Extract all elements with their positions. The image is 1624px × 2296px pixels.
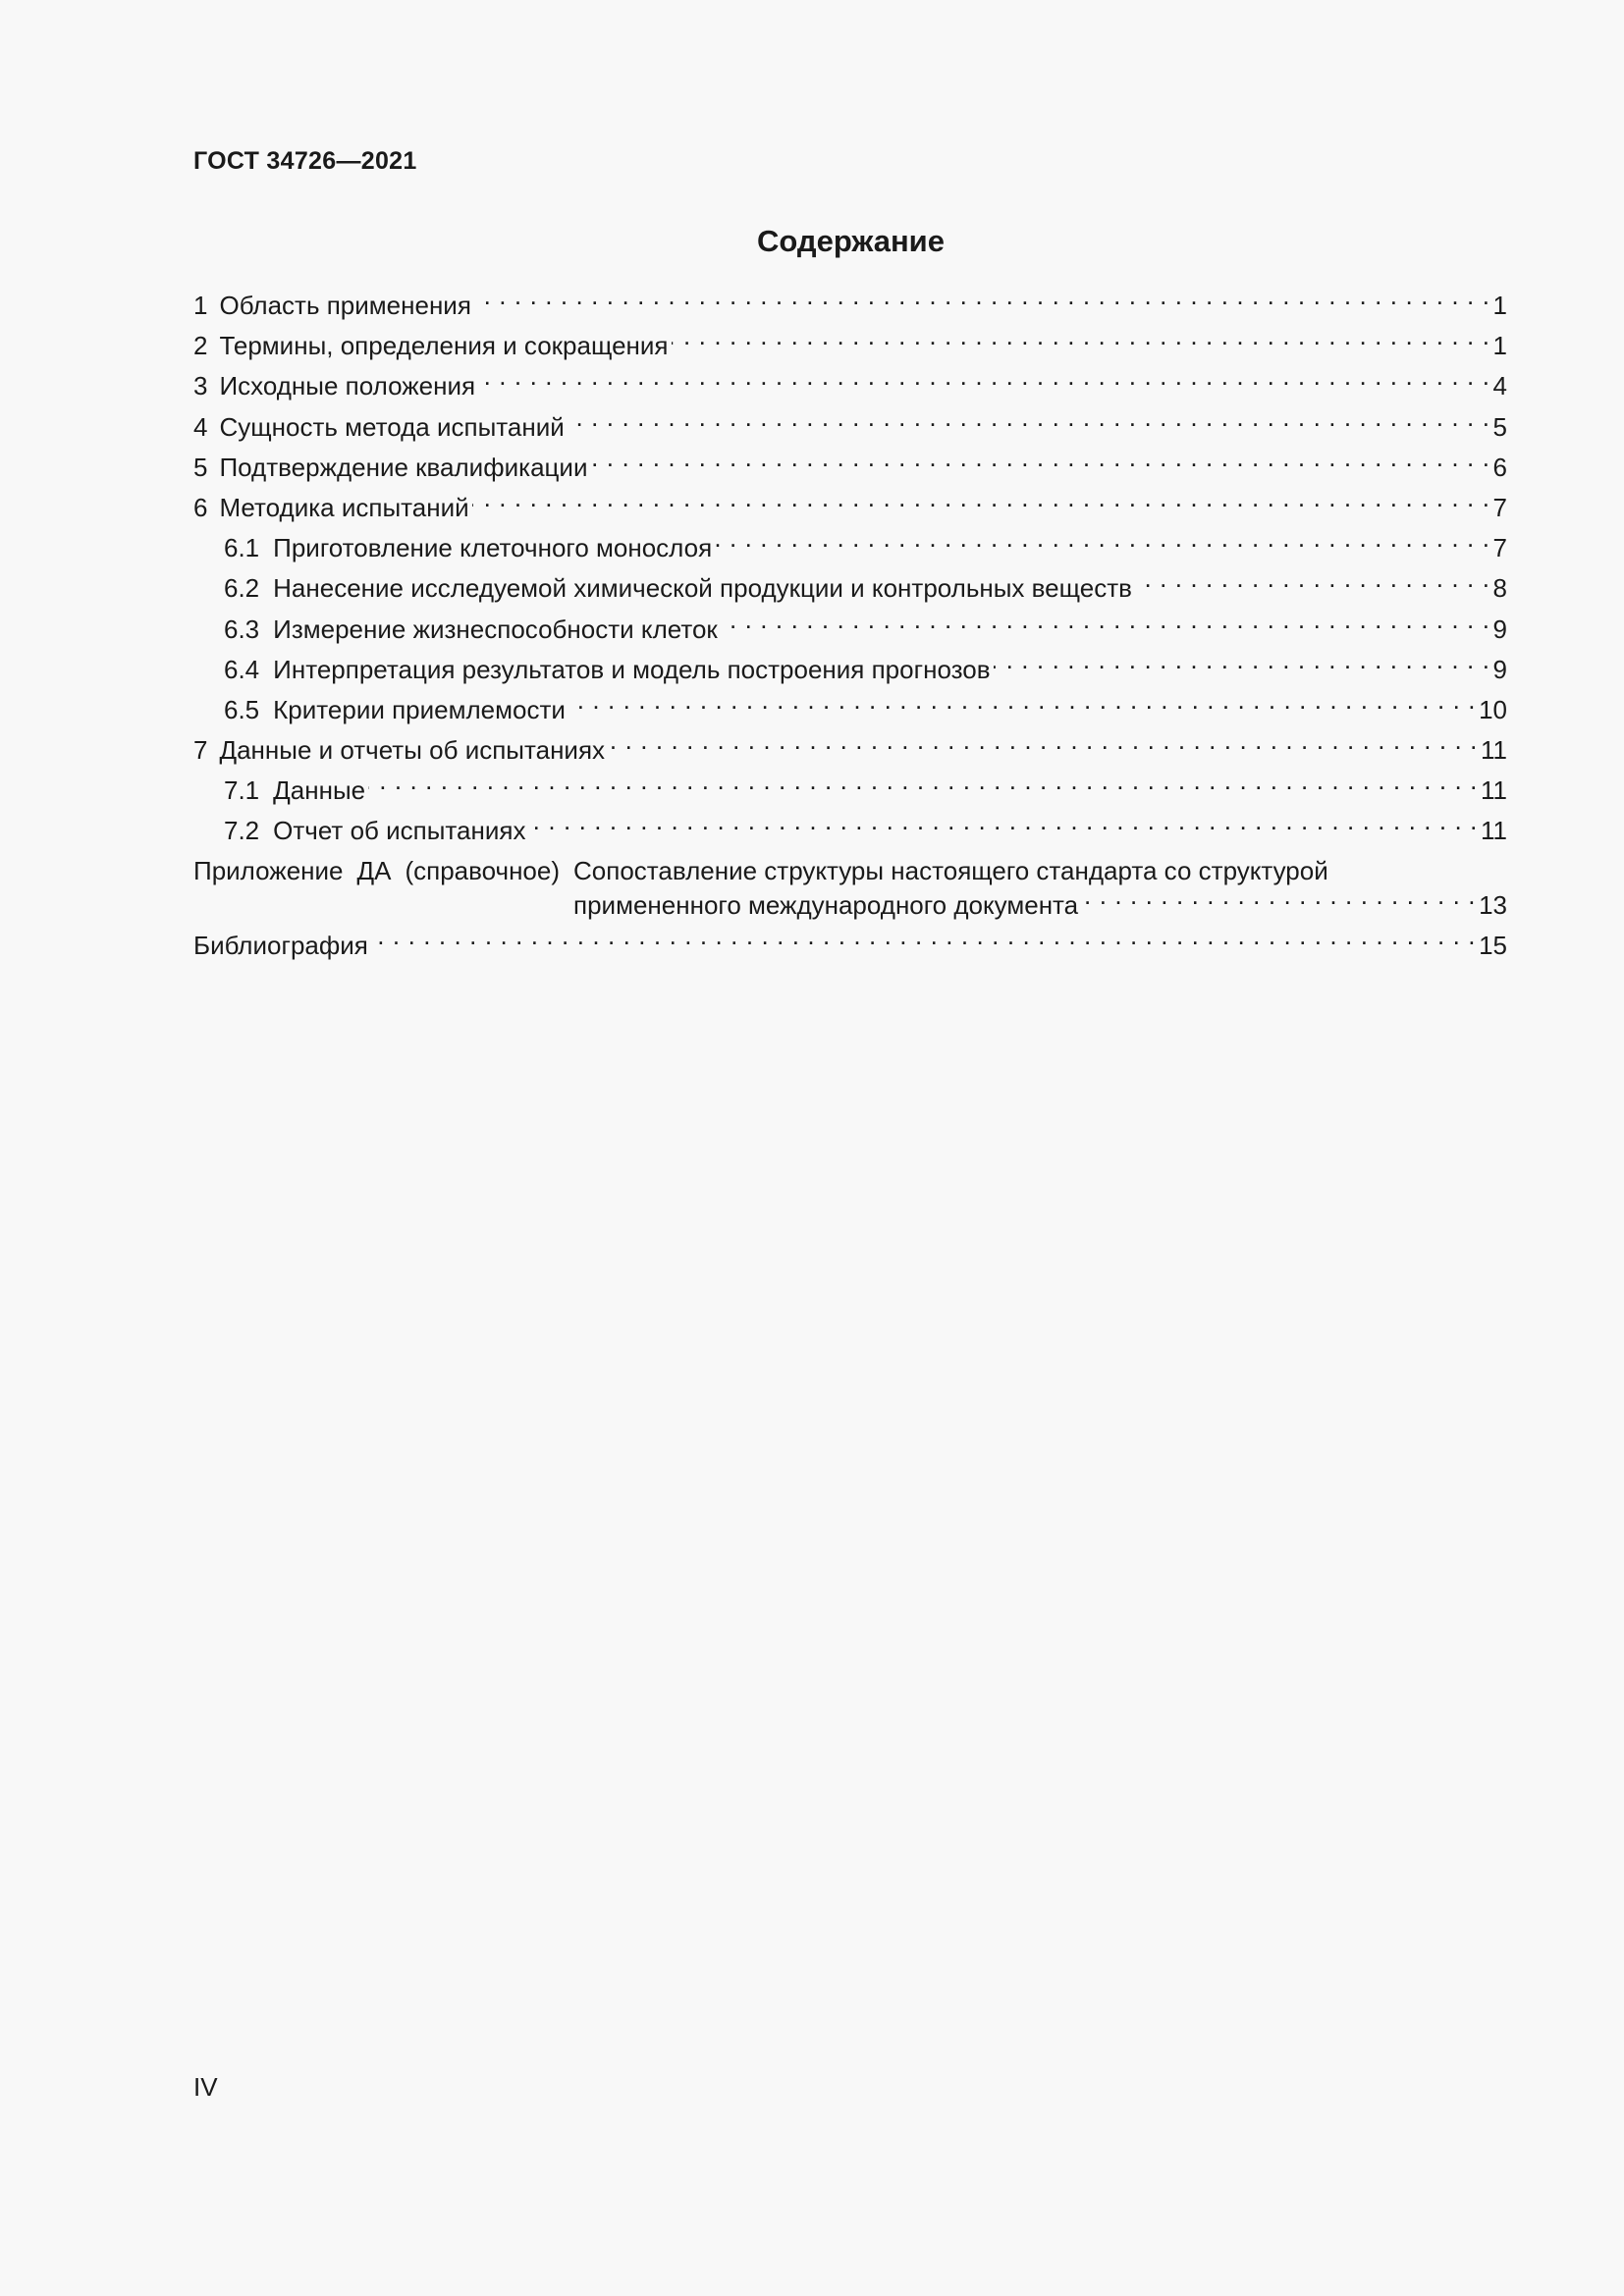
toc-entry-number: 7.2 [224, 816, 260, 846]
toc-entry-6-2[interactable] [193, 567, 1507, 608]
toc-entry-page: 10 [1479, 694, 1507, 724]
toc-entry-7-1[interactable] [193, 770, 1507, 810]
toc-entry-label: Отчет об испытаниях [273, 816, 526, 846]
document-code: ГОСТ 34726—2021 [193, 147, 417, 175]
toc-entry-page: 4 [1492, 371, 1507, 401]
table-of-contents [193, 285, 1507, 965]
toc-entry-4[interactable] [193, 406, 1507, 447]
dot-leader [721, 609, 1490, 638]
appendix-title-line-2-row [573, 884, 1507, 925]
toc-entry-label: Критерии приемлемости [273, 694, 566, 724]
toc-entry-7-2[interactable] [193, 810, 1507, 850]
dot-leader [715, 527, 1489, 557]
toc-entry-label: Приготовление клеточного монослоя [273, 533, 713, 563]
toc-entry-number: 3 [193, 371, 208, 401]
dot-leader [528, 810, 1478, 839]
toc-entry-number: 7.1 [224, 775, 260, 806]
toc-entry-2[interactable] [193, 325, 1507, 365]
toc-entry-label: Данные [273, 775, 366, 806]
toc-entry-page: 11 [1481, 816, 1507, 846]
toc-entry-page: 5 [1492, 411, 1507, 442]
toc-entry-number: 5 [193, 452, 208, 482]
toc-entry-label: Область применения [219, 291, 471, 320]
toc-entry-page: 7 [1492, 533, 1507, 563]
toc-entry-6-1[interactable] [193, 527, 1507, 567]
toc-entry-number: 6.1 [224, 533, 260, 563]
toc-entry-page: 11 [1481, 735, 1507, 766]
dot-leader [608, 729, 1478, 759]
dot-leader [368, 770, 1478, 799]
appendix-code: ДА [356, 855, 392, 885]
appendix-heading [193, 852, 573, 889]
toc-entry-number: 7 [193, 735, 208, 766]
toc-entry-number: 6.5 [224, 694, 260, 724]
appendix-title-line-1: Сопоставление структуры настоящего стандарта со структурой [573, 855, 1328, 885]
appendix-kind: (справочное) [405, 855, 561, 885]
toc-entry-page: 7 [1492, 492, 1507, 522]
toc-entry-label: Данные и отчеты об испытаниях [219, 735, 606, 766]
toc-entry-number: 6.2 [224, 573, 260, 604]
toc-entry-6-4[interactable] [193, 649, 1507, 689]
toc-entry-1[interactable] [193, 285, 1507, 325]
toc-entry-bibliography[interactable] [193, 925, 1507, 965]
toc-entry-page: 15 [1479, 930, 1507, 960]
toc-entry-label: Термины, определения и сокращения [219, 331, 669, 361]
toc-entry-number: 6 [193, 492, 208, 522]
toc-entry-page: 13 [1479, 889, 1507, 920]
page-number: IV [193, 2072, 218, 2102]
toc-entry-label: Интерпретация результатов и модель построения прогнозов [273, 654, 991, 684]
dot-leader [994, 649, 1490, 678]
toc-entry-label: Сущность метода испытаний [219, 411, 565, 442]
dot-leader [672, 325, 1490, 354]
toc-entry-number: 4 [193, 411, 208, 442]
toc-entry-label: Библиография [193, 930, 368, 960]
appendix-title [573, 852, 1507, 925]
toc-entry-label: Нанесение исследуемой химической продукции и контрольных веществ [273, 573, 1132, 604]
dot-leader [568, 406, 1490, 436]
dot-leader [568, 689, 1476, 719]
toc-entry-number: 2 [193, 331, 208, 361]
toc-entry-3[interactable] [193, 365, 1507, 405]
toc-entry-page: 8 [1492, 573, 1507, 604]
toc-entry-page: 1 [1492, 291, 1507, 320]
toc-entry-label: Измерение жизнеспособности клеток [273, 614, 718, 644]
toc-entry-page: 9 [1492, 614, 1507, 644]
toc-title: Содержание [757, 224, 945, 258]
toc-entry-6-5[interactable] [193, 689, 1507, 729]
appendix-prefix: Приложение [193, 855, 344, 885]
toc-entry-number: 1 [193, 291, 208, 320]
dot-leader [474, 285, 1490, 314]
dot-leader [371, 925, 1476, 954]
toc-entry-page: 6 [1492, 452, 1507, 482]
dot-leader [1135, 567, 1490, 597]
toc-entry-appendix-da[interactable] [193, 852, 1507, 925]
dot-leader [590, 447, 1489, 476]
toc-entry-5[interactable] [193, 447, 1507, 487]
dot-leader [1081, 884, 1476, 914]
dot-leader [478, 365, 1489, 395]
toc-entry-page: 11 [1481, 775, 1507, 806]
appendix-title-line-2: примененного международного документа [573, 889, 1079, 920]
toc-entry-label: Подтверждение квалификации [219, 452, 588, 482]
dot-leader [472, 487, 1490, 516]
toc-entry-number: 6.3 [224, 614, 260, 644]
toc-entry-number: 6.4 [224, 654, 260, 684]
toc-entry-page: 1 [1492, 331, 1507, 361]
toc-entry-label: Исходные положения [219, 371, 476, 401]
toc-entry-7[interactable] [193, 729, 1507, 770]
toc-entry-label: Методика испытаний [219, 492, 469, 522]
toc-entry-6-3[interactable] [193, 609, 1507, 649]
toc-entry-6[interactable] [193, 487, 1507, 527]
toc-entry-page: 9 [1492, 654, 1507, 684]
